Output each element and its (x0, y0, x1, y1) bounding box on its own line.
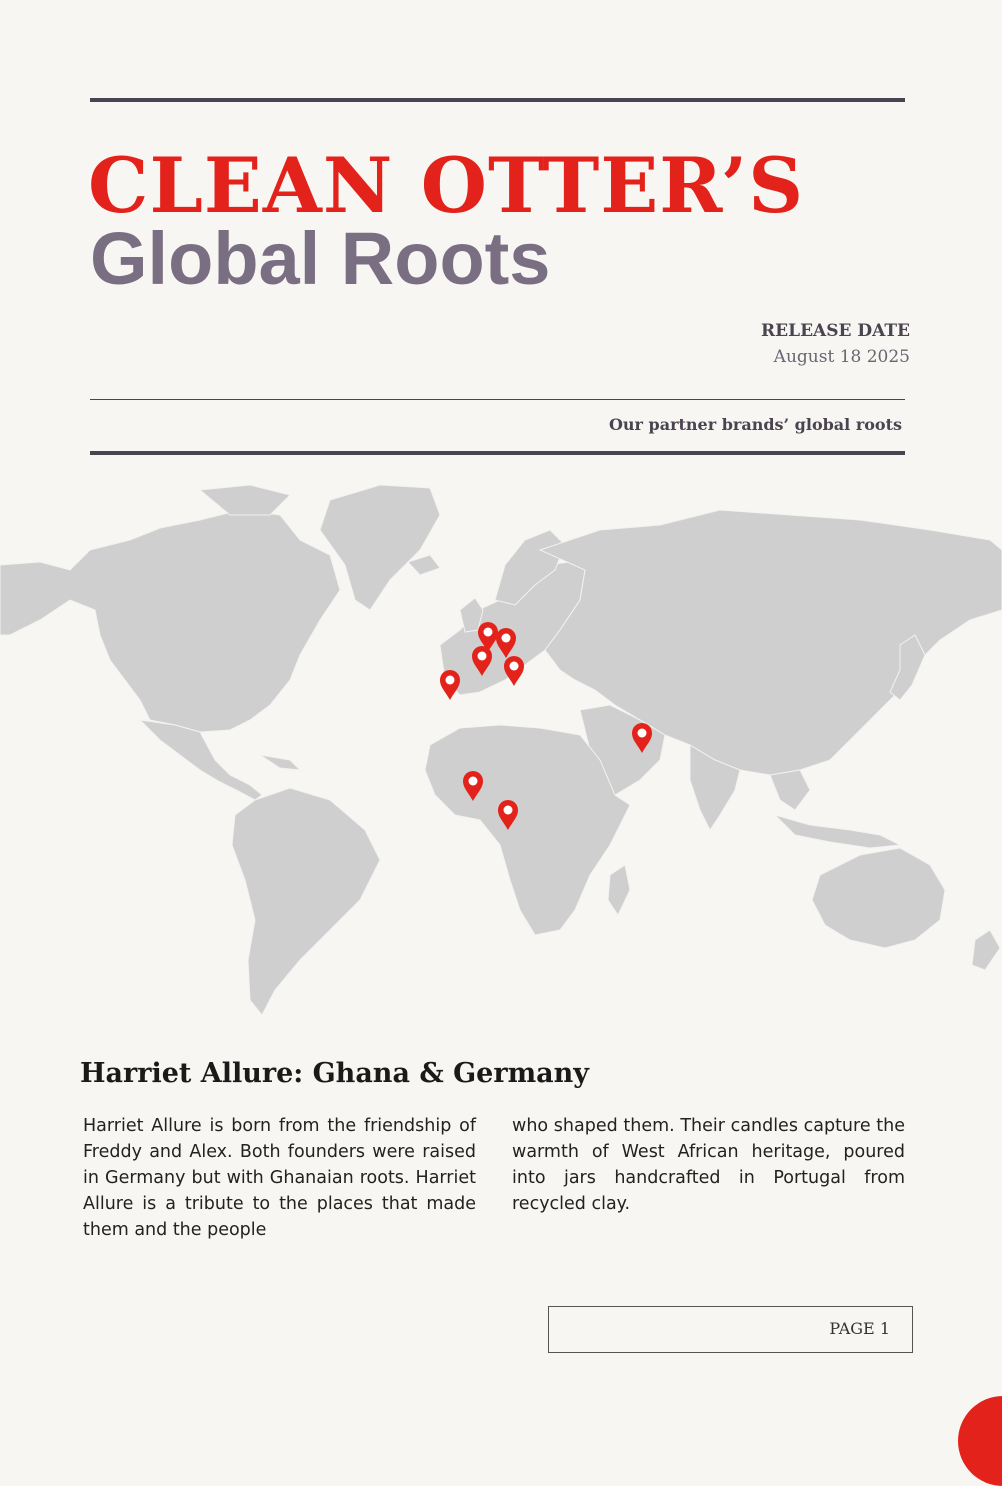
release-date-value: August 18 2025 (773, 347, 910, 367)
page-title: CLEAN OTTER’S (88, 141, 805, 230)
map-tagline: Our partner brands’ global roots (608, 415, 902, 434)
corner-decoration (958, 1396, 1002, 1486)
page-number-box (548, 1306, 913, 1353)
article-heading: Harriet Allure: Ghana & Germany (80, 1058, 589, 1089)
page-subtitle: Global Roots (90, 217, 551, 300)
world-map (0, 470, 1002, 1030)
article-column-right: who shaped them. Their candles capture the warmth of West African heritage, poured into jars handcrafted in Portugal from recycled clay. (512, 1116, 905, 1214)
pin-portugal (440, 670, 460, 700)
article-column-left: Harriet Allure is born from the friendship of Freddy and Alex. Both founders were raised in Germany but with Ghanaian roots. Harriet Allure is a tribute to the places that made them and the people (83, 1116, 476, 1240)
landmass (0, 485, 1002, 1015)
page-number: PAGE 1 (829, 1319, 890, 1338)
divider-rule (90, 399, 905, 400)
pin-switzerland (504, 656, 524, 686)
release-date-label: RELEASE DATE (761, 321, 910, 341)
top-rule (90, 98, 905, 102)
map-top-rule (90, 451, 905, 455)
